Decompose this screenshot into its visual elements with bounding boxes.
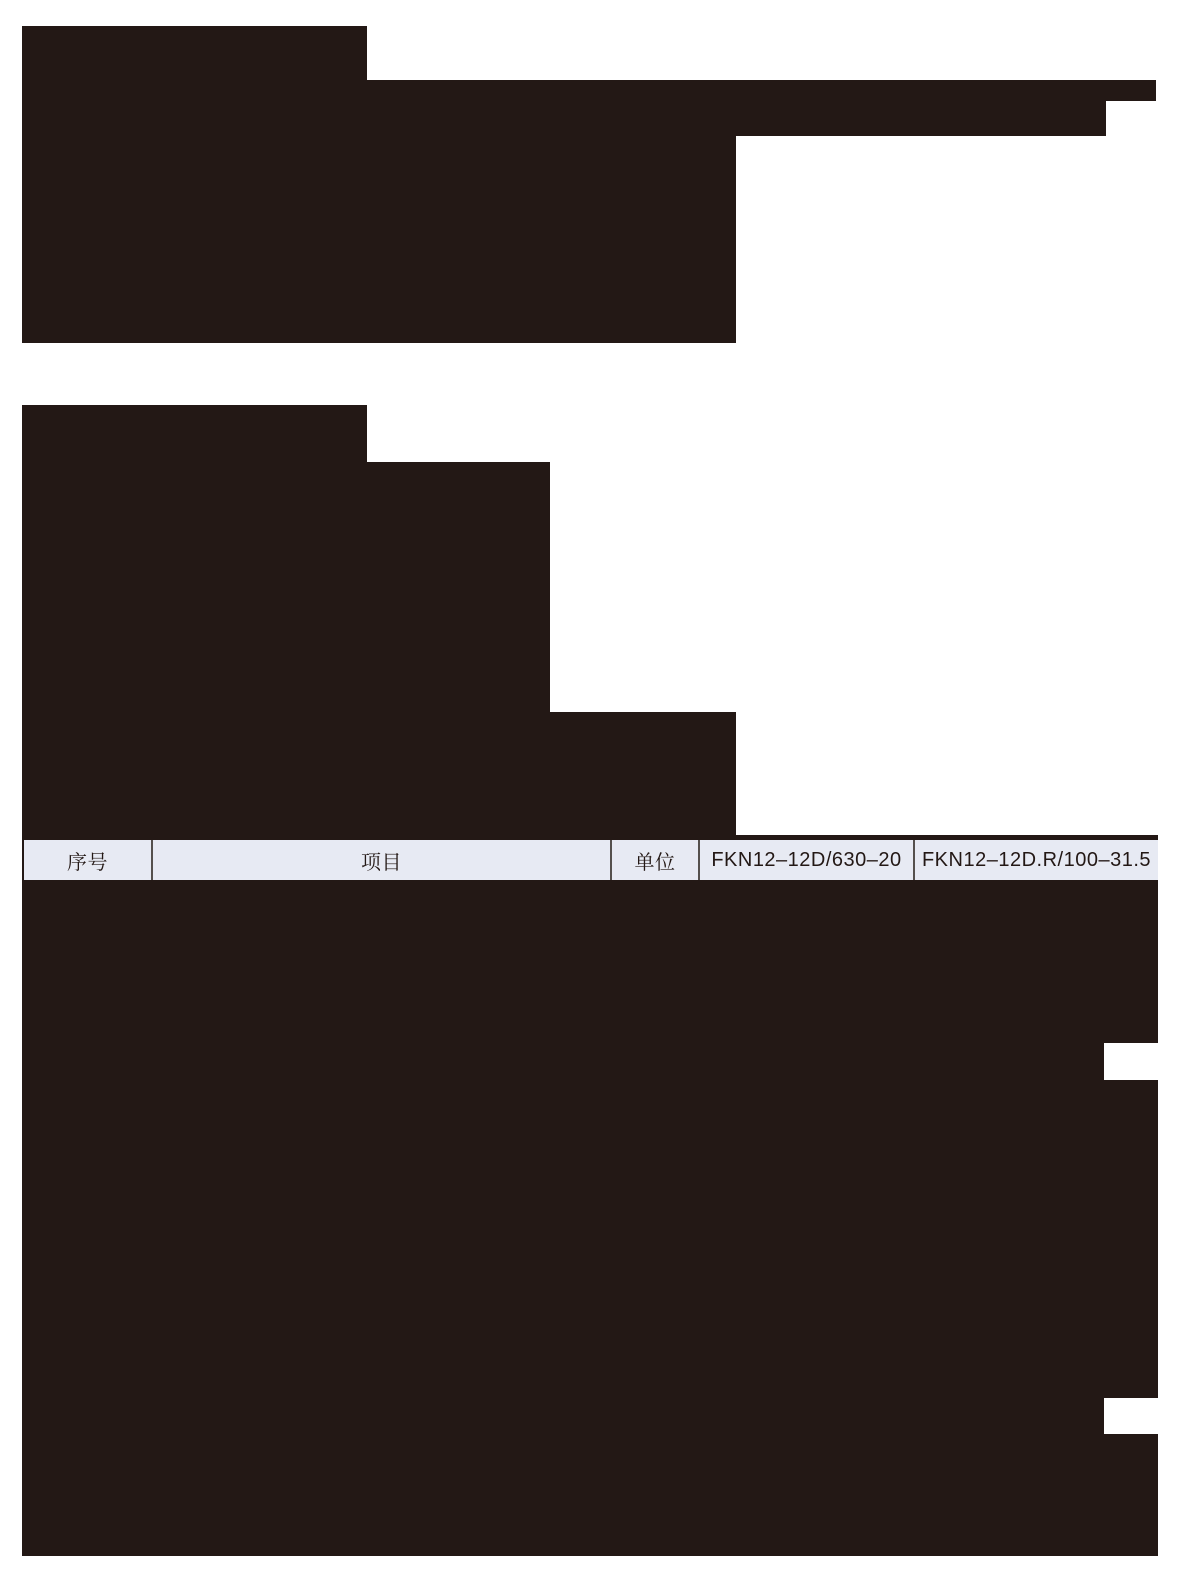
column-header-model-fkn12-12d-r-100-31-5: FKN12–12D.R/100–31.5 — [913, 840, 1158, 880]
redacted-figure-block — [22, 462, 550, 712]
redacted-table-body-block — [22, 880, 1158, 1556]
redacted-caption-block — [22, 712, 736, 836]
redacted-logo-block — [22, 26, 367, 80]
redacted-title-strip — [22, 80, 1156, 101]
redacted-section-heading-block — [22, 405, 367, 462]
column-header-unit: 单位 — [610, 840, 698, 880]
column-header-item: 项目 — [151, 840, 610, 880]
column-header-index: 序号 — [67, 851, 108, 874]
spec-table-header-row — [22, 835, 1158, 880]
table-body-white-notch-2 — [1104, 1398, 1158, 1434]
redacted-subtitle-strip — [22, 101, 1106, 136]
table-body-white-notch-1 — [1104, 1043, 1158, 1080]
column-header-model-fkn12-12d-630-20: FKN12–12D/630–20 — [698, 840, 913, 880]
spec-table — [22, 835, 1158, 880]
redacted-intro-block — [22, 136, 736, 343]
